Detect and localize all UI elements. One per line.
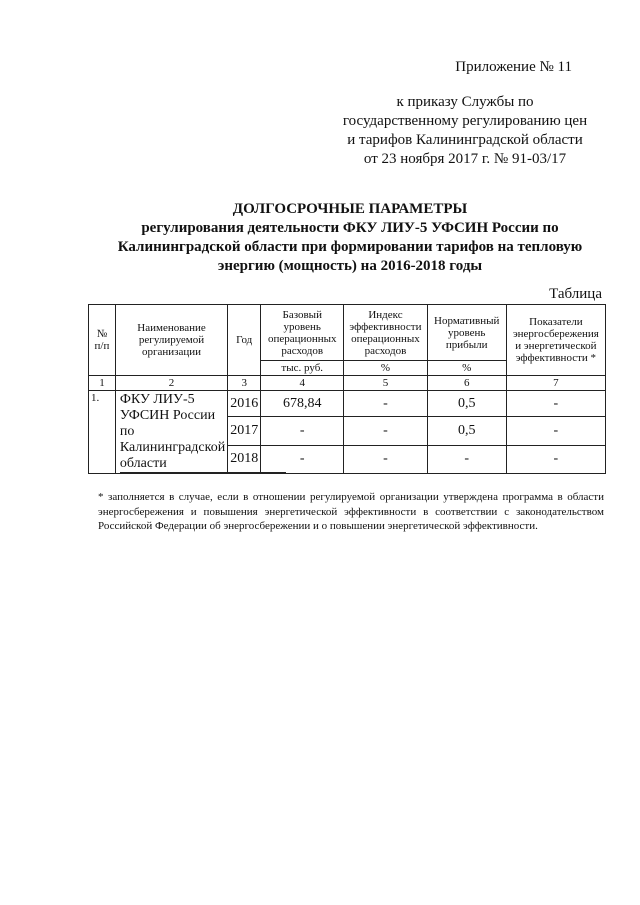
energy-indicators-cell: -	[506, 417, 605, 445]
base-opex-cell: -	[261, 417, 344, 445]
appendix-block	[330, 58, 600, 169]
title-line: Калининградской области при формировании тарифов на тепловую	[117, 239, 583, 255]
column-number: 4	[261, 376, 344, 391]
profit-level-cell: -	[427, 445, 506, 473]
year-cell: 2017	[228, 417, 261, 445]
reference-line: к приказу Службы по	[396, 94, 534, 110]
base-opex-cell: -	[261, 445, 344, 473]
header-year: Год	[228, 305, 261, 376]
energy-indicators-cell: -	[506, 445, 605, 473]
column-number: 3	[228, 376, 261, 391]
base-opex-cell: 678,84	[261, 391, 344, 417]
footnote: * заполняется в случае, если в отношении регулируемой организации утверждена программа в области энергосбережения и повышения энергетической эффективности в соответствии с законодательством Российской Федерации об энергосбережении и о повышении энергетической эффективности.	[98, 491, 604, 532]
unit-base-opex: тыс. руб.	[261, 361, 344, 376]
parameters-table	[88, 304, 606, 474]
efficiency-index-cell: -	[344, 417, 427, 445]
header-efficiency-index: Индекс эффективности операционных расходов	[344, 305, 427, 361]
header-energy-indicators: Показатели энергосбережения и энергетической эффективности *	[506, 305, 605, 376]
reference-line: от 23 ноября 2017 г. № 91-03/17	[363, 151, 567, 167]
column-numbers-row	[89, 376, 606, 391]
efficiency-index-cell: -	[344, 445, 427, 473]
energy-indicators-cell: -	[506, 391, 605, 417]
title-line: ДОЛГОСРОЧНЫЕ ПАРАМЕТРЫ	[232, 201, 468, 217]
unit-efficiency-index: %	[344, 361, 427, 376]
appendix-number: Приложение № 11	[455, 59, 572, 75]
footnote-divider	[120, 472, 286, 473]
row-number: 1.	[89, 391, 116, 474]
reference-line: государственному регулированию цен	[342, 113, 588, 129]
column-number: 5	[344, 376, 427, 391]
title-line: регулирования деятельности ФКУ ЛИУ-5 УФСИН России по	[141, 220, 559, 236]
organization-name: ФКУ ЛИУ-5 УФСИН России по Калининградской области	[115, 391, 227, 474]
profit-level-cell: 0,5	[427, 417, 506, 445]
profit-level-cell: 0,5	[427, 391, 506, 417]
table-label: Таблица	[549, 286, 602, 302]
column-number: 6	[427, 376, 506, 391]
header-organization: Наименование регулируемой организации	[115, 305, 227, 376]
year-cell: 2018	[228, 445, 261, 473]
efficiency-index-cell: -	[344, 391, 427, 417]
header-profit-level: Нормативный уровень прибыли	[427, 305, 506, 361]
title-line: энергию (мощность) на 2016-2018 годы	[217, 258, 483, 274]
unit-profit-level: %	[427, 361, 506, 376]
table-row	[89, 391, 606, 417]
column-number: 7	[506, 376, 605, 391]
column-number: 1	[89, 376, 116, 391]
document-title	[60, 200, 640, 276]
reference-line: и тарифов Калининградской области	[347, 132, 583, 148]
header-base-opex: Базовый уровень операционных расходов	[261, 305, 344, 361]
column-number: 2	[115, 376, 227, 391]
year-cell: 2016	[228, 391, 261, 417]
appendix-reference	[330, 93, 600, 169]
header-number: № п/п	[89, 305, 116, 376]
